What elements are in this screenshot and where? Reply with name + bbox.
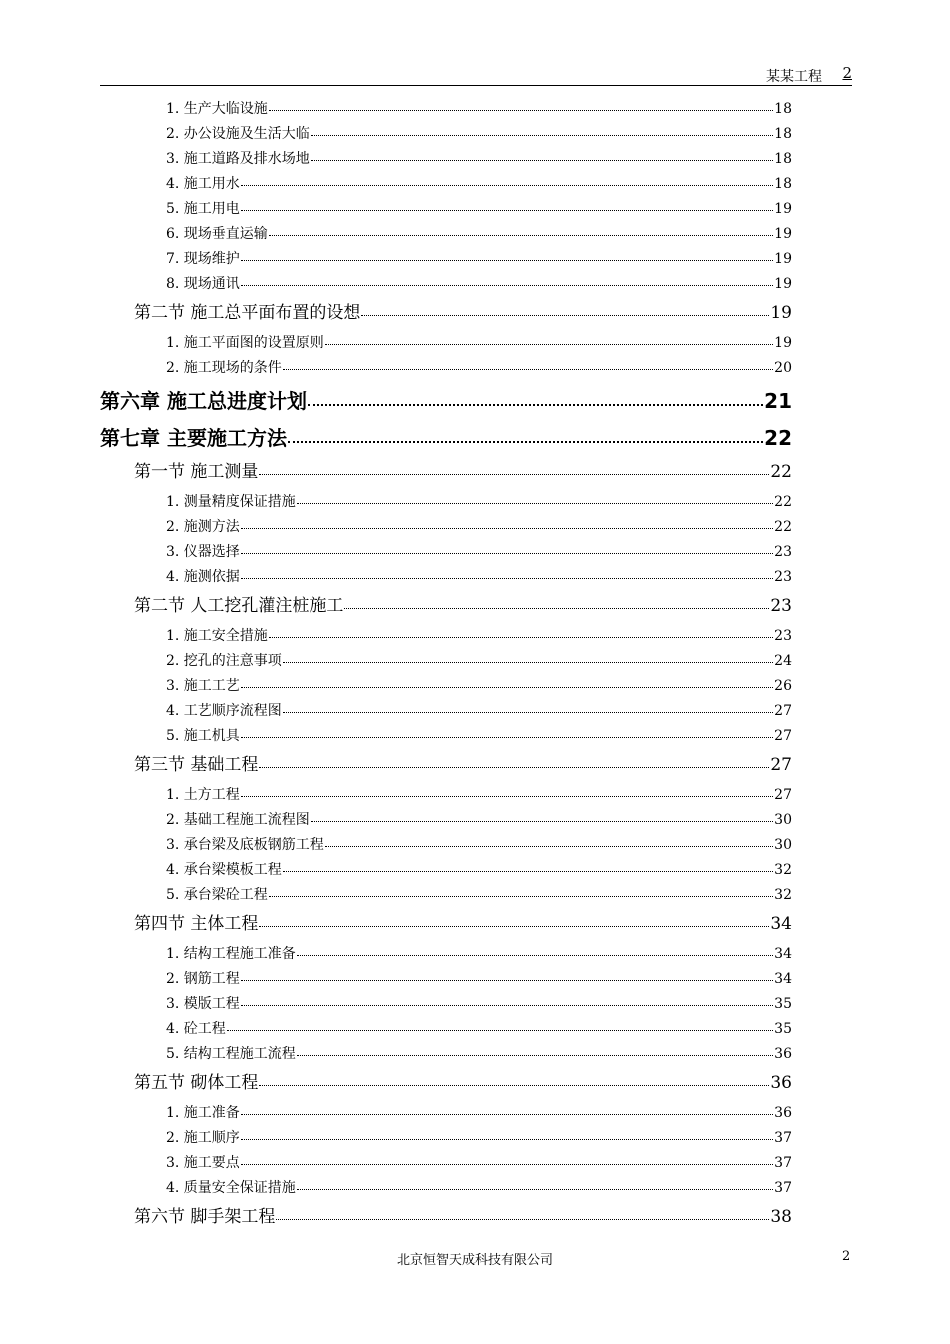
toc-entry-label: 6. 现场垂直运输 <box>166 226 268 242</box>
toc-entry-page: 26 <box>774 678 792 694</box>
toc-entry-label: 2. 施测方法 <box>166 519 240 535</box>
toc-entry-page: 19 <box>774 251 792 267</box>
toc-entry-page: 35 <box>774 1021 792 1037</box>
toc-section-entry[interactable] <box>134 909 792 934</box>
toc-entry-label: 2. 施工顺序 <box>166 1130 240 1146</box>
toc-entry-label: 第六章 施工总进度计划 <box>100 389 307 413</box>
toc-entry-page: 34 <box>774 971 792 987</box>
toc-entry-page: 18 <box>774 101 792 117</box>
toc-item-entry[interactable] <box>166 332 792 352</box>
dot-leader <box>297 941 773 956</box>
toc-entry-page: 22 <box>770 462 792 482</box>
toc-entry-page: 18 <box>774 126 792 142</box>
dot-leader <box>241 991 773 1006</box>
toc-entry-label: 第二节 人工挖孔灌注桩施工 <box>134 596 344 616</box>
toc-entry-label: 第六节 脚手架工程 <box>134 1207 276 1227</box>
toc-item-entry[interactable] <box>166 993 792 1013</box>
toc-entry-label: 1. 测量精度保证措施 <box>166 494 296 510</box>
toc-entry-label: 第二节 施工总平面布置的设想 <box>134 303 361 323</box>
dot-leader <box>361 298 769 316</box>
toc-entry-label: 5. 施工机具 <box>166 728 240 744</box>
dot-leader <box>259 457 769 475</box>
toc-entry-page: 19 <box>774 276 792 292</box>
dot-leader <box>308 384 763 406</box>
dot-leader <box>241 673 773 688</box>
dot-leader <box>344 591 769 609</box>
toc-entry-label: 4. 施测依据 <box>166 569 240 585</box>
toc-section-entry[interactable] <box>134 750 792 775</box>
toc-entry-label: 4. 工艺顺序流程图 <box>166 703 282 719</box>
toc-item-entry[interactable] <box>166 1102 792 1122</box>
toc-item-entry[interactable] <box>166 968 792 988</box>
dot-leader <box>297 1041 773 1056</box>
toc-entry-label: 4. 砼工程 <box>166 1021 226 1037</box>
toc-entry-page: 19 <box>770 303 792 323</box>
toc-entry-label: 3. 施工要点 <box>166 1155 240 1171</box>
toc-entry-label: 1. 生产大临设施 <box>166 101 268 117</box>
toc-entry-page: 23 <box>774 544 792 560</box>
toc-entry-label: 3. 仪器选择 <box>166 544 240 560</box>
footer-page-number: 2 <box>842 1249 851 1264</box>
dot-leader <box>241 782 773 797</box>
dot-leader <box>269 221 773 236</box>
toc-item-entry[interactable] <box>166 98 792 118</box>
toc-entry-page: 27 <box>774 703 792 719</box>
toc-entry-page: 20 <box>774 360 792 376</box>
toc-entry-label: 2. 钢筋工程 <box>166 971 240 987</box>
toc-entry-page: 19 <box>774 335 792 351</box>
dot-leader <box>241 539 773 554</box>
footer-company: 北京恒智天成科技有限公司 <box>396 1253 553 1268</box>
toc-entry-label: 5. 结构工程施工流程 <box>166 1046 296 1062</box>
header-rule <box>100 85 852 86</box>
toc-item-entry[interactable] <box>166 198 792 218</box>
dot-leader <box>259 1068 769 1086</box>
dot-leader <box>311 146 773 161</box>
dot-leader <box>269 623 773 638</box>
toc-chapter-entry[interactable] <box>100 422 792 451</box>
toc-item-entry[interactable] <box>166 273 792 293</box>
dot-leader <box>283 648 773 663</box>
toc-entry-label: 3. 施工道路及排水场地 <box>166 151 310 167</box>
toc-entry-label: 第三节 基础工程 <box>134 755 259 775</box>
toc-entry-label: 1. 结构工程施工准备 <box>166 946 296 962</box>
toc-entry-label: 1. 土方工程 <box>166 787 240 803</box>
dot-leader <box>269 96 773 111</box>
dot-leader <box>276 1202 769 1220</box>
toc-item-entry[interactable] <box>166 834 792 854</box>
dot-leader <box>325 330 773 345</box>
toc-section-entry[interactable] <box>134 298 792 323</box>
toc-entry-label: 第一节 施工测量 <box>134 462 259 482</box>
toc-entry-page: 36 <box>770 1073 792 1093</box>
dot-leader <box>241 171 773 186</box>
toc-entry-label: 2. 挖孔的注意事项 <box>166 653 282 669</box>
toc-entry-label: 7. 现场维护 <box>166 251 240 267</box>
toc-entry-page: 21 <box>764 389 792 413</box>
toc-entry-page: 23 <box>774 628 792 644</box>
dot-leader <box>241 1150 773 1165</box>
toc-entry-page: 32 <box>774 887 792 903</box>
toc-entry-label: 1. 施工安全措施 <box>166 628 268 644</box>
toc-item-entry[interactable] <box>166 625 792 645</box>
dot-leader <box>241 196 773 211</box>
toc-entry-page: 32 <box>774 862 792 878</box>
toc-entry-label: 第七章 主要施工方法 <box>100 426 287 450</box>
toc-item-entry[interactable] <box>166 675 792 695</box>
dot-leader <box>269 882 773 897</box>
dot-leader <box>297 489 773 504</box>
toc-entry-label: 2. 办公设施及生活大临 <box>166 126 310 142</box>
toc-chapter-entry[interactable] <box>100 385 792 414</box>
toc-entry-page: 30 <box>774 837 792 853</box>
dot-leader <box>283 857 773 872</box>
dot-leader <box>288 421 763 443</box>
toc-entry-label: 3. 承台梁及底板钢筋工程 <box>166 837 324 853</box>
dot-leader <box>241 271 773 286</box>
toc-item-entry[interactable] <box>166 1152 792 1172</box>
toc-entry-label: 8. 现场通讯 <box>166 276 240 292</box>
toc-item-entry[interactable] <box>166 884 792 904</box>
header-page-number: 2 <box>842 64 852 82</box>
toc-entry-page: 35 <box>774 996 792 1012</box>
toc-entry-page: 34 <box>774 946 792 962</box>
toc-section-entry[interactable] <box>134 1202 792 1227</box>
toc-entry-page: 36 <box>774 1046 792 1062</box>
toc-entry-page: 34 <box>770 914 792 934</box>
toc-entry-page: 22 <box>774 494 792 510</box>
dot-leader <box>241 564 773 579</box>
toc-item-entry[interactable] <box>166 148 792 168</box>
toc-item-entry[interactable] <box>166 943 792 963</box>
toc-item-entry[interactable] <box>166 784 792 804</box>
dot-leader <box>241 723 773 738</box>
header-title: 某某工程 <box>766 69 822 85</box>
dot-leader <box>297 1175 773 1190</box>
toc-entry-page: 23 <box>774 569 792 585</box>
page-header <box>100 62 852 86</box>
dot-leader <box>241 246 773 261</box>
dot-leader <box>227 1016 773 1031</box>
toc-item-entry[interactable] <box>166 123 792 143</box>
dot-leader <box>259 750 769 768</box>
toc-entry-page: 18 <box>774 176 792 192</box>
toc-entry-label: 5. 承台梁砼工程 <box>166 887 268 903</box>
toc-entry-label: 4. 施工用水 <box>166 176 240 192</box>
toc-entry-page: 19 <box>774 201 792 217</box>
toc-entry-page: 27 <box>774 787 792 803</box>
toc-entry-label: 第五节 砌体工程 <box>134 1073 259 1093</box>
toc-entry-label: 第四节 主体工程 <box>134 914 259 934</box>
toc-entry-page: 23 <box>770 596 792 616</box>
dot-leader <box>259 909 769 927</box>
toc-item-entry[interactable] <box>166 566 792 586</box>
dot-leader <box>311 121 773 136</box>
toc-entry-label: 2. 基础工程施工流程图 <box>166 812 310 828</box>
dot-leader <box>241 1125 773 1140</box>
toc-item-entry[interactable] <box>166 1018 792 1038</box>
toc-entry-page: 22 <box>764 426 792 450</box>
toc-item-entry[interactable] <box>166 541 792 561</box>
dot-leader <box>283 355 773 370</box>
toc-item-entry[interactable] <box>166 700 792 720</box>
toc-entry-page: 27 <box>774 728 792 744</box>
toc-item-entry[interactable] <box>166 859 792 879</box>
toc-item-entry[interactable] <box>166 1127 792 1147</box>
toc-entry-label: 2. 施工现场的条件 <box>166 360 282 376</box>
toc-entry-page: 30 <box>774 812 792 828</box>
toc-item-entry[interactable] <box>166 357 792 377</box>
toc-item-entry[interactable] <box>166 516 792 536</box>
toc-section-entry[interactable] <box>134 1068 792 1093</box>
toc-entry-label: 4. 质量安全保证措施 <box>166 1180 296 1196</box>
dot-leader <box>241 966 773 981</box>
dot-leader <box>241 1100 773 1115</box>
dot-leader <box>283 698 773 713</box>
toc-entry-page: 37 <box>774 1180 792 1196</box>
dot-leader <box>325 832 773 847</box>
toc-entry-page: 18 <box>774 151 792 167</box>
toc-item-entry[interactable] <box>166 1043 792 1063</box>
toc-section-entry[interactable] <box>134 591 792 616</box>
toc-entry-page: 36 <box>774 1105 792 1121</box>
toc-section-entry[interactable] <box>134 457 792 482</box>
toc-entry-page: 22 <box>774 519 792 535</box>
toc-entry-page: 37 <box>774 1130 792 1146</box>
toc-entry-label: 3. 施工工艺 <box>166 678 240 694</box>
toc-entry-page: 24 <box>774 653 792 669</box>
toc-entry-label: 4. 承台梁模板工程 <box>166 862 282 878</box>
toc-entry-page: 27 <box>770 755 792 775</box>
toc-entry-page: 38 <box>770 1207 792 1227</box>
toc-entry-label: 3. 模版工程 <box>166 996 240 1012</box>
toc-entry-label: 1. 施工准备 <box>166 1105 240 1121</box>
toc-item-entry[interactable] <box>166 1177 792 1197</box>
toc-item-entry[interactable] <box>166 173 792 193</box>
toc-entry-page: 37 <box>774 1155 792 1171</box>
toc-item-entry[interactable] <box>166 809 792 829</box>
toc-item-entry[interactable] <box>166 248 792 268</box>
toc-item-entry[interactable] <box>166 650 792 670</box>
toc-entry-page: 19 <box>774 226 792 242</box>
toc-item-entry[interactable] <box>166 725 792 745</box>
dot-leader <box>241 514 773 529</box>
toc-entry-label: 1. 施工平面图的设置原则 <box>166 335 324 351</box>
toc-entry-label: 5. 施工用电 <box>166 201 240 217</box>
toc-item-entry[interactable] <box>166 223 792 243</box>
dot-leader <box>311 807 773 822</box>
toc-item-entry[interactable] <box>166 491 792 511</box>
